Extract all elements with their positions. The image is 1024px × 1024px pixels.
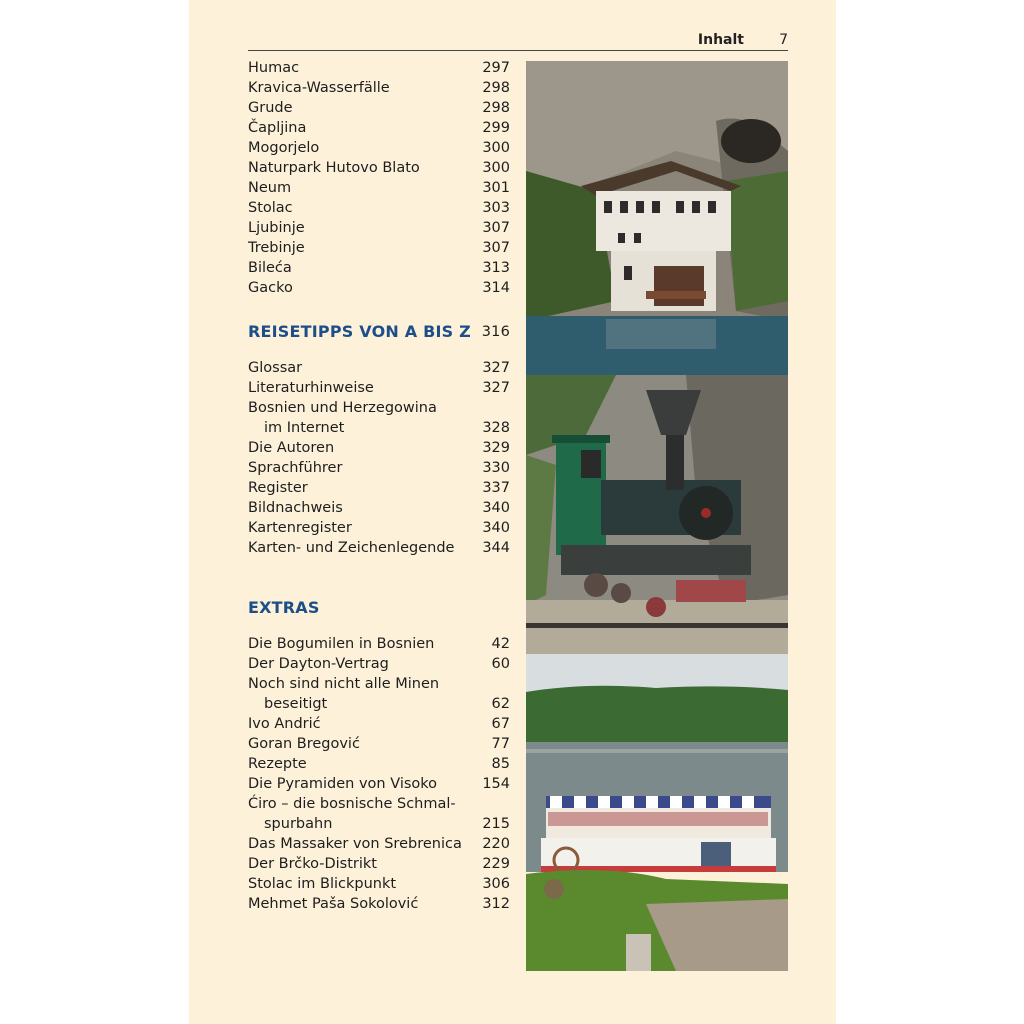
toc-entry-label: Stolac im Blickpunkt [248,876,397,892]
toc-entry [248,538,510,558]
toc-entry-label: Ćiro – die bosnische Schmal- [248,796,456,812]
toc-entry-label: Mehmet Paša Sokolović [248,896,419,912]
toc-entry [248,278,510,298]
toc-entry-label: Ljubinje [248,220,305,236]
toc-entry-page: 215 [482,816,510,832]
toc-entry-label: Literaturhinweise [248,380,374,396]
toc-entry-label: Die Bogumilen in Bosnien [248,636,435,652]
toc-entry [248,418,510,438]
toc-entry-label: Noch sind nicht alle Minen [248,676,440,692]
book-page [189,0,836,1024]
section-title: EXTRAS [248,598,320,617]
toc-entry-label: Naturpark Hutovo Blato [248,160,420,176]
toc-entry [248,674,510,694]
header-page-number: 7 [779,32,788,48]
toc-entry [248,654,510,674]
toc-entry-label: spurbahn [264,816,333,832]
toc-entry-page: 300 [482,160,510,176]
toc-entry-label: Humac [248,60,300,76]
toc-entry [248,358,510,378]
toc-top-list [248,58,510,298]
toc-entry [248,98,510,118]
toc-entry [248,118,510,138]
toc-entry-page: 67 [491,716,510,732]
steam-locomotive-photo [526,375,788,654]
toc-entry-label: Ivo Andrić [248,716,321,732]
toc-entry-page: 77 [491,736,510,752]
toc-entry [248,138,510,158]
toc-entry-page: 306 [482,876,510,892]
toc-entry [248,58,510,78]
toc-entry [248,518,510,538]
toc-entry [248,498,510,518]
toc-entry-page: 62 [491,696,510,712]
toc-entry-label: Trebinje [248,240,305,256]
toc-entry-page: 229 [482,856,510,872]
toc-entry [248,158,510,178]
toc-entry-page: 344 [482,540,510,556]
toc-entry [248,734,510,754]
table-of-contents [248,58,510,914]
toc-entry [248,874,510,894]
toc-entry [248,178,510,198]
toc-entry-label: Goran Bregović [248,736,360,752]
section-title: REISETIPPS VON A BIS Z [248,322,471,341]
toc-entry-label: Bosnien und Herzegowina [248,400,437,416]
toc-entry [248,634,510,654]
toc-entry-label: Register [248,480,308,496]
toc-entry-label: Das Massaker von Srebrenica [248,836,462,852]
toc-entry-label: Rezepte [248,756,307,772]
toc-entry-page: 307 [482,220,510,236]
toc-entry [248,78,510,98]
header-title: Inhalt [697,32,744,48]
toc-entry-page: 327 [482,360,510,376]
toc-entry-page: 340 [482,520,510,536]
toc-entry [248,218,510,238]
running-header [248,31,788,51]
toc-entry-page: 330 [482,460,510,476]
toc-entry-page: 154 [482,776,510,792]
toc-entry [248,258,510,278]
toc-entry-page: 301 [482,180,510,196]
toc-entry-page: 42 [491,636,510,652]
toc-entry-page: 314 [482,280,510,296]
toc-entry [248,774,510,794]
dervish-house-photo [526,61,788,375]
toc-entry-label: Grude [248,100,293,116]
toc-extras-list [248,634,510,914]
toc-entry-page: 307 [482,240,510,256]
toc-entry-label: Die Autoren [248,440,335,456]
section-heading-reisetipps [248,320,510,344]
toc-entry-label: Glossar [248,360,303,376]
toc-entry [248,894,510,914]
toc-entry [248,238,510,258]
toc-entry-label: Čapljina [248,120,307,136]
toc-entry-label: Kartenregister [248,520,352,536]
toc-entry [248,198,510,218]
section-page: 316 [481,324,510,340]
toc-entry-label: Stolac [248,200,293,216]
toc-entry-label: Der Dayton-Vertrag [248,656,389,672]
toc-entry [248,458,510,478]
toc-entry-page: 60 [491,656,510,672]
toc-entry-page: 299 [482,120,510,136]
toc-entry-label: Die Pyramiden von Visoko [248,776,438,792]
toc-entry [248,478,510,498]
toc-entry-label: Kravica-Wasserfälle [248,80,390,96]
toc-entry [248,714,510,734]
toc-entry-label: Bileća [248,260,292,276]
toc-entry [248,694,510,714]
toc-entry-page: 85 [491,756,510,772]
river-boat-photo [526,654,788,971]
toc-entry-page: 220 [482,836,510,852]
toc-entry [248,854,510,874]
toc-entry-page: 303 [482,200,510,216]
toc-entry-label: Neum [248,180,292,196]
toc-entry-page: 328 [482,420,510,436]
toc-entry [248,814,510,834]
toc-entry-page: 327 [482,380,510,396]
toc-middle-list [248,358,510,558]
toc-entry-page: 298 [482,80,510,96]
toc-entry-page: 337 [482,480,510,496]
toc-entry-label: Gacko [248,280,293,296]
toc-entry [248,834,510,854]
toc-entry-page: 300 [482,140,510,156]
toc-entry-label: Bildnachweis [248,500,343,516]
toc-entry-label: beseitigt [264,696,328,712]
toc-entry-label: Karten- und Zeichenlegende [248,540,455,556]
toc-entry-label: Sprachführer [248,460,343,476]
toc-entry [248,378,510,398]
toc-entry-label: Der Brčko-Distrikt [248,856,377,872]
section-heading-extras [248,596,510,620]
toc-entry [248,754,510,774]
toc-entry [248,438,510,458]
toc-entry-page: 298 [482,100,510,116]
toc-entry-label: im Internet [264,420,345,436]
toc-entry-page: 340 [482,500,510,516]
toc-entry-page: 312 [482,896,510,912]
toc-entry-page: 313 [482,260,510,276]
toc-entry-label: Mogorjelo [248,140,320,156]
toc-entry [248,794,510,814]
toc-entry-page: 297 [482,60,510,76]
toc-entry [248,398,510,418]
toc-entry-page: 329 [482,440,510,456]
